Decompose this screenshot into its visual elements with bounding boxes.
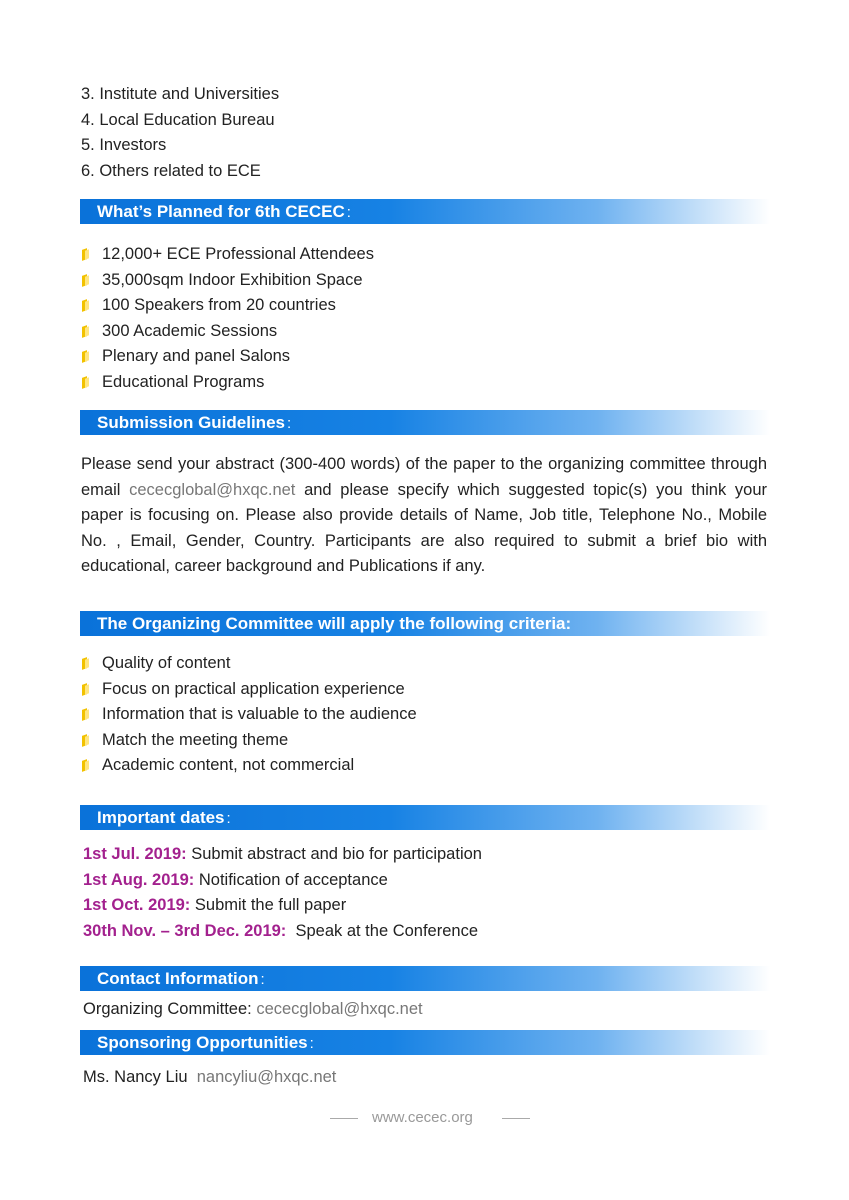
- dates-section-title: Important dates: [97, 808, 225, 827]
- bullet-icon: [82, 658, 90, 669]
- submission-text-before: Please send your abstract (300-400 words) of the paper to the organizing committee through email: [81, 455, 767, 499]
- dates-section-colon: :: [226, 810, 231, 827]
- date-label: 30th Nov. – 3rd Dec. 2019:: [83, 922, 287, 940]
- date-row: [83, 921, 478, 941]
- contact-label: Organizing Committee:: [83, 1000, 257, 1018]
- date-row: [83, 870, 388, 890]
- bullet-icon: [82, 326, 90, 337]
- bullet-icon: [82, 300, 90, 311]
- criteria-item: Academic content, not commercial: [102, 756, 355, 774]
- bullet-icon: [82, 684, 90, 695]
- submission-section-colon: :: [286, 415, 292, 432]
- criteria-item: Match the meeting theme: [102, 731, 289, 749]
- sponsoring-section-title: Sponsoring Opportunities: [97, 1033, 308, 1052]
- submission-paragraph: [81, 452, 767, 580]
- submission-section-header: [80, 410, 770, 435]
- planned-item: 100 Speakers from 20 countries: [102, 296, 336, 314]
- planned-item: Plenary and panel Salons: [102, 347, 291, 365]
- sponsoring-email-link[interactable]: nancyliu@hxqc.net: [196, 1068, 337, 1086]
- dates-section-header: [80, 805, 770, 830]
- contact-line: [83, 999, 423, 1019]
- contact-section-colon: :: [260, 971, 265, 988]
- footer: [330, 1108, 530, 1128]
- date-row: [83, 844, 482, 864]
- sponsoring-section-header: [80, 1030, 770, 1055]
- sponsoring-name: Ms. Nancy Liu: [83, 1068, 197, 1086]
- bullet-icon: [82, 735, 90, 746]
- audience-item: 6. Others related to ECE: [81, 162, 261, 180]
- date-row: [83, 895, 346, 915]
- bullet-icon: [82, 351, 90, 362]
- bullet-icon: [82, 709, 90, 720]
- footer-rule-right: [502, 1118, 530, 1119]
- date-label: 1st Oct. 2019:: [83, 896, 191, 914]
- planned-section-header: [80, 199, 770, 224]
- submission-email-link[interactable]: cececglobal@hxqc.net: [129, 480, 296, 499]
- sponsoring-line: [83, 1067, 336, 1087]
- planned-section-title: What’s Planned for 6th CECEC: [97, 202, 345, 221]
- date-label: 1st Jul. 2019:: [83, 845, 187, 863]
- date-description: Submit the full paper: [190, 896, 347, 914]
- date-description: Submit abstract and bio for participation: [186, 845, 482, 863]
- date-description: Speak at the Conference: [286, 922, 479, 940]
- contact-email-link[interactable]: cececglobal@hxqc.net: [256, 1000, 423, 1018]
- audience-item: 3. Institute and Universities: [81, 85, 280, 103]
- bullet-icon: [82, 249, 90, 260]
- criteria-section-header: [80, 611, 770, 636]
- planned-item: 35,000sqm Indoor Exhibition Space: [102, 271, 363, 289]
- bullet-icon: [82, 275, 90, 286]
- criteria-item: Quality of content: [102, 654, 231, 672]
- planned-item: 300 Academic Sessions: [102, 322, 278, 340]
- sponsoring-section-colon: :: [309, 1035, 314, 1052]
- date-label: 1st Aug. 2019:: [83, 871, 195, 889]
- criteria-section-title: The Organizing Committee will apply the following criteria:: [97, 614, 572, 633]
- planned-item: Educational Programs: [102, 373, 265, 391]
- footer-website-link[interactable]: www.cecec.org: [372, 1109, 473, 1126]
- bullet-icon: [82, 760, 90, 771]
- planned-item: 12,000+ ECE Professional Attendees: [102, 245, 374, 263]
- audience-item: 4. Local Education Bureau: [81, 111, 275, 129]
- submission-text-after: and please specify which suggested topic(s) you think your paper is focusing on. Please also provide details of Name, Job title, Telephone No., Mobile No. , Email, Gender, Country. Participants are also required to submit a brief bio with educational, career background and Publications if any.: [81, 480, 767, 576]
- criteria-item: Information that is valuable to the audience: [102, 705, 417, 723]
- contact-section-header: [80, 966, 770, 991]
- planned-section-colon: :: [346, 204, 351, 221]
- footer-rule-left: [330, 1118, 358, 1119]
- audience-item: 5. Investors: [81, 136, 167, 154]
- contact-section-title: Contact Information: [97, 969, 259, 988]
- submission-section-title: Submission Guidelines: [97, 413, 285, 432]
- bullet-icon: [82, 377, 90, 388]
- date-description: Notification of acceptance: [194, 871, 388, 889]
- criteria-item: Focus on practical application experience: [102, 680, 405, 698]
